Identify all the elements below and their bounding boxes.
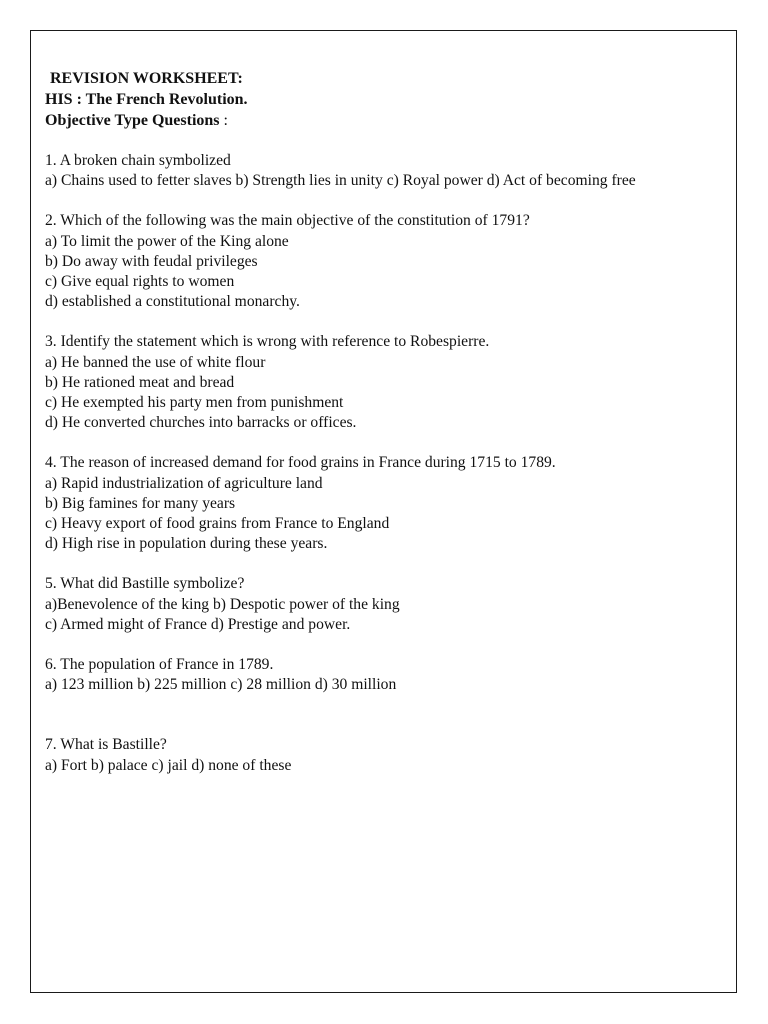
question-3 (45, 332, 730, 433)
worksheet-title: REVISION WORKSHEET: (50, 70, 243, 87)
question-6 (45, 655, 730, 695)
question-options: a) Chains used to fetter slaves b) Strength lies in unity c) Royal power d) Act of becoming free (45, 172, 636, 190)
option-c: c) Heavy export of food grains from France to England (45, 515, 390, 533)
option-b: b) Big famines for many years (45, 494, 236, 512)
worksheet-subject: HIS : The French Revolution. (45, 91, 248, 108)
question-text: 4. The reason of increased demand for food grains in France during 1715 to 1789. (45, 454, 556, 472)
section-heading-suffix: : (219, 112, 228, 129)
question-5 (45, 574, 730, 635)
options-a-b: a)Benevolence of the king b) Despotic power of the king (45, 595, 400, 613)
worksheet-header (45, 68, 730, 131)
question-text: 6. The population of France in 1789. (45, 656, 274, 674)
option-c: c) He exempted his party men from punishment (45, 394, 344, 412)
option-a: a) He banned the use of white flour (45, 353, 266, 371)
section-heading (45, 110, 730, 131)
option-c: c) Give equal rights to women (45, 273, 235, 291)
option-a: a) To limit the power of the King alone (45, 232, 289, 250)
question-text: 5. What did Bastille symbolize? (45, 575, 245, 593)
question-4 (45, 453, 730, 554)
option-a: a) Rapid industrialization of agriculture land (45, 474, 323, 492)
question-text: 7. What is Bastille? (45, 736, 167, 754)
option-b: b) Do away with feudal privileges (45, 252, 258, 270)
section-heading-text: Objective Type Questions (45, 112, 220, 129)
question-text: 3. Identify the statement which is wrong with reference to Robespierre. (45, 333, 490, 351)
question-2 (45, 211, 730, 312)
question-options: a) Fort b) palace c) jail d) none of these (45, 756, 292, 774)
option-d: d) High rise in population during these years. (45, 535, 328, 553)
question-1 (45, 151, 730, 191)
question-7 (45, 735, 730, 775)
option-b: b) He rationed meat and bread (45, 373, 235, 391)
question-options: a) 123 million b) 225 million c) 28 million d) 30 million (45, 676, 397, 694)
option-d: d) He converted churches into barracks or offices. (45, 414, 357, 432)
question-text: 1. A broken chain symbolized (45, 152, 231, 169)
options-c-d: c) Armed might of France d) Prestige and power. (45, 615, 351, 633)
option-d: d) established a constitutional monarchy. (45, 293, 300, 311)
worksheet-content (45, 68, 730, 796)
question-text: 2. Which of the following was the main objective of the constitution of 1791? (45, 212, 530, 230)
